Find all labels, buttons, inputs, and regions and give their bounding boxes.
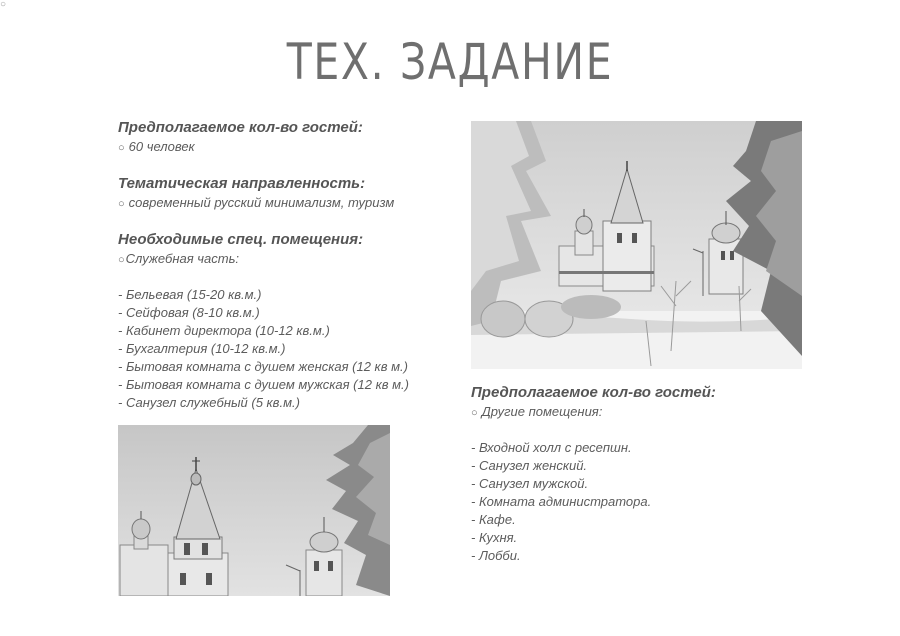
theme-value: современный русский минимализм, туризм xyxy=(128,195,395,210)
other-label-line xyxy=(471,403,811,422)
guests-heading: Предполагаемое кол-во гостей: xyxy=(118,119,363,136)
list-item: - Сейфовая (8-10 кв.м.) xyxy=(118,305,260,320)
list-item: - Бытовая комната с душем мужская (12 кв м.) xyxy=(118,377,409,392)
guests-value-line xyxy=(118,138,458,157)
other-label: Другие помещения: xyxy=(481,404,603,419)
corner-mark: ○ xyxy=(0,0,7,10)
service-label: Служебная часть: xyxy=(125,251,240,266)
list-item: - Кабинет директора (10-12 кв.м.) xyxy=(118,323,330,338)
list-item: - Кафе. xyxy=(471,512,516,527)
list-item: - Комната администратора. xyxy=(471,494,652,509)
service-label-line xyxy=(118,250,458,269)
page-title: ТЕХ. ЗАДАНИЕ xyxy=(286,33,614,91)
bullet-icon: ○ xyxy=(118,198,125,210)
list-item: - Бухгалтерия (10-12 кв.м.) xyxy=(118,341,286,356)
bullet-icon: ○ xyxy=(471,407,478,419)
left-column xyxy=(118,118,458,412)
bullet-icon: ○ xyxy=(118,254,125,266)
list-item: - Входной холл с ресепшн. xyxy=(471,440,632,455)
list-item: - Санузел служебный (5 кв.м.) xyxy=(118,395,300,410)
list-item: - Лобби. xyxy=(471,548,521,563)
list-item: - Бельевая (15-20 кв.м.) xyxy=(118,287,262,302)
church-photo-small xyxy=(118,425,390,596)
list-item: - Санузел мужской. xyxy=(471,476,589,491)
list-item: - Санузел женский. xyxy=(471,458,588,473)
bullet-icon: ○ xyxy=(118,142,125,154)
rooms-heading: Необходимые спец. помещения: xyxy=(118,231,364,248)
list-item: - Бытовая комната с душем женская (12 кв м.) xyxy=(118,359,408,374)
right-column xyxy=(471,383,811,565)
guests-heading-right: Предполагаемое кол-во гостей: xyxy=(471,384,716,401)
guests-value: 60 человек xyxy=(128,139,195,154)
church-photo-large xyxy=(471,121,802,369)
theme-value-line xyxy=(118,194,458,213)
list-item: - Кухня. xyxy=(471,530,518,545)
theme-heading: Тематическая направленность: xyxy=(118,175,366,192)
